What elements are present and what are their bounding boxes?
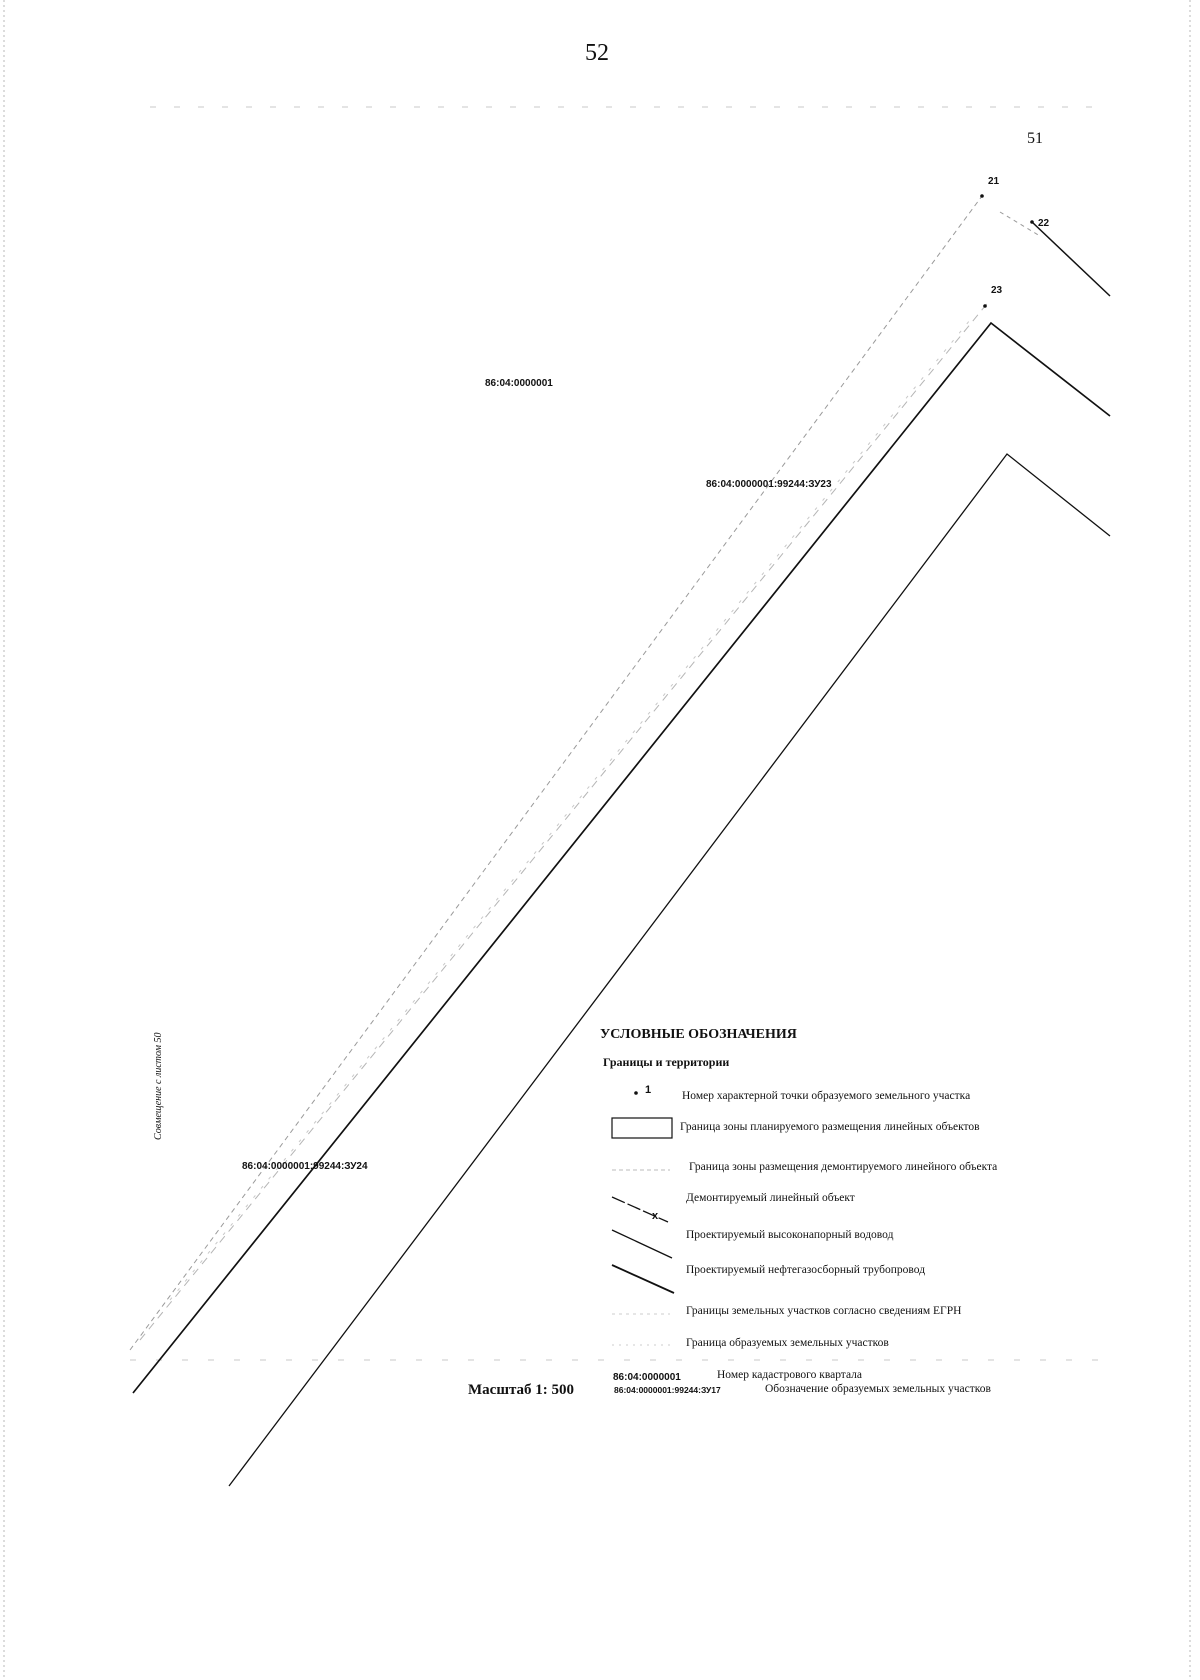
scale-label: Масштаб 1: 500	[468, 1382, 575, 1398]
legend-point-sample: 1	[645, 1084, 652, 1096]
legend-subtitle: Границы и территории	[603, 1055, 730, 1069]
point-21	[980, 194, 984, 198]
legend-item-oil: Проектируемый нефтегазосборный трубопровод	[686, 1264, 926, 1276]
legend-item-egrn: Границы земельных участков согласно сведениям ЕГРН	[686, 1305, 962, 1317]
legend-item-water: Проектируемый высоконапорный водовод	[686, 1229, 894, 1241]
legend-dismantled-symbol	[612, 1197, 668, 1222]
plot-label-zu24: 86:04:0000001:99244:ЗУ24	[242, 1161, 368, 1172]
legend-item-plots: Обозначение образуемых земельных участков	[765, 1383, 991, 1395]
sheet-number: 51	[1027, 130, 1043, 147]
legend-zone-symbol	[612, 1118, 672, 1138]
egrn-boundary-1	[130, 196, 982, 1350]
legend-quarter-sample: 86:04:0000001	[613, 1372, 681, 1383]
legend-title: УСЛОВНЫЕ ОБОЗНАЧЕНИЯ	[600, 1027, 797, 1042]
legend-item-formed: Граница образуемых земельных участков	[686, 1337, 889, 1349]
plot-label-zu23: 86:04:0000001:99244:ЗУ23	[706, 479, 832, 490]
sheet-link-note: Совмещение с листом 50	[153, 1032, 164, 1140]
legend-item-zone-dismantle: Граница зоны размещения демонтируемого линейного объекта	[689, 1161, 998, 1173]
water-pipeline-line	[1032, 222, 1110, 296]
legend-oil-symbol	[612, 1265, 674, 1293]
legend-item-zone-planned: Граница зоны планируемого размещения линейных объектов	[680, 1121, 980, 1133]
legend-water-symbol	[612, 1230, 672, 1258]
cadastral-quarter-label: 86:04:0000001	[485, 378, 553, 389]
zone-boundary-line	[229, 454, 1110, 1486]
legend-plot-sample: 86:04:0000001:99244:ЗУ17	[614, 1385, 721, 1395]
legend-item-quarter: Номер кадастрового квартала	[717, 1369, 863, 1381]
legend-point-symbol	[634, 1091, 638, 1095]
svg-text:x: x	[652, 1210, 659, 1222]
point-23	[983, 304, 987, 308]
page-number: 52	[585, 40, 609, 66]
point-label-23: 23	[991, 285, 1003, 296]
legend-item-point: Номер характерной точки образуемого земельного участка	[682, 1090, 971, 1102]
point-label-22: 22	[1038, 218, 1050, 229]
point-22	[1030, 220, 1034, 224]
formed-boundary-1	[170, 320, 970, 1300]
point-label-21: 21	[988, 176, 1000, 187]
egrn-boundary-2	[140, 300, 990, 1340]
oil-pipeline-line	[133, 323, 1110, 1393]
legend-item-dismantled: Демонтируемый линейный объект	[686, 1192, 855, 1204]
